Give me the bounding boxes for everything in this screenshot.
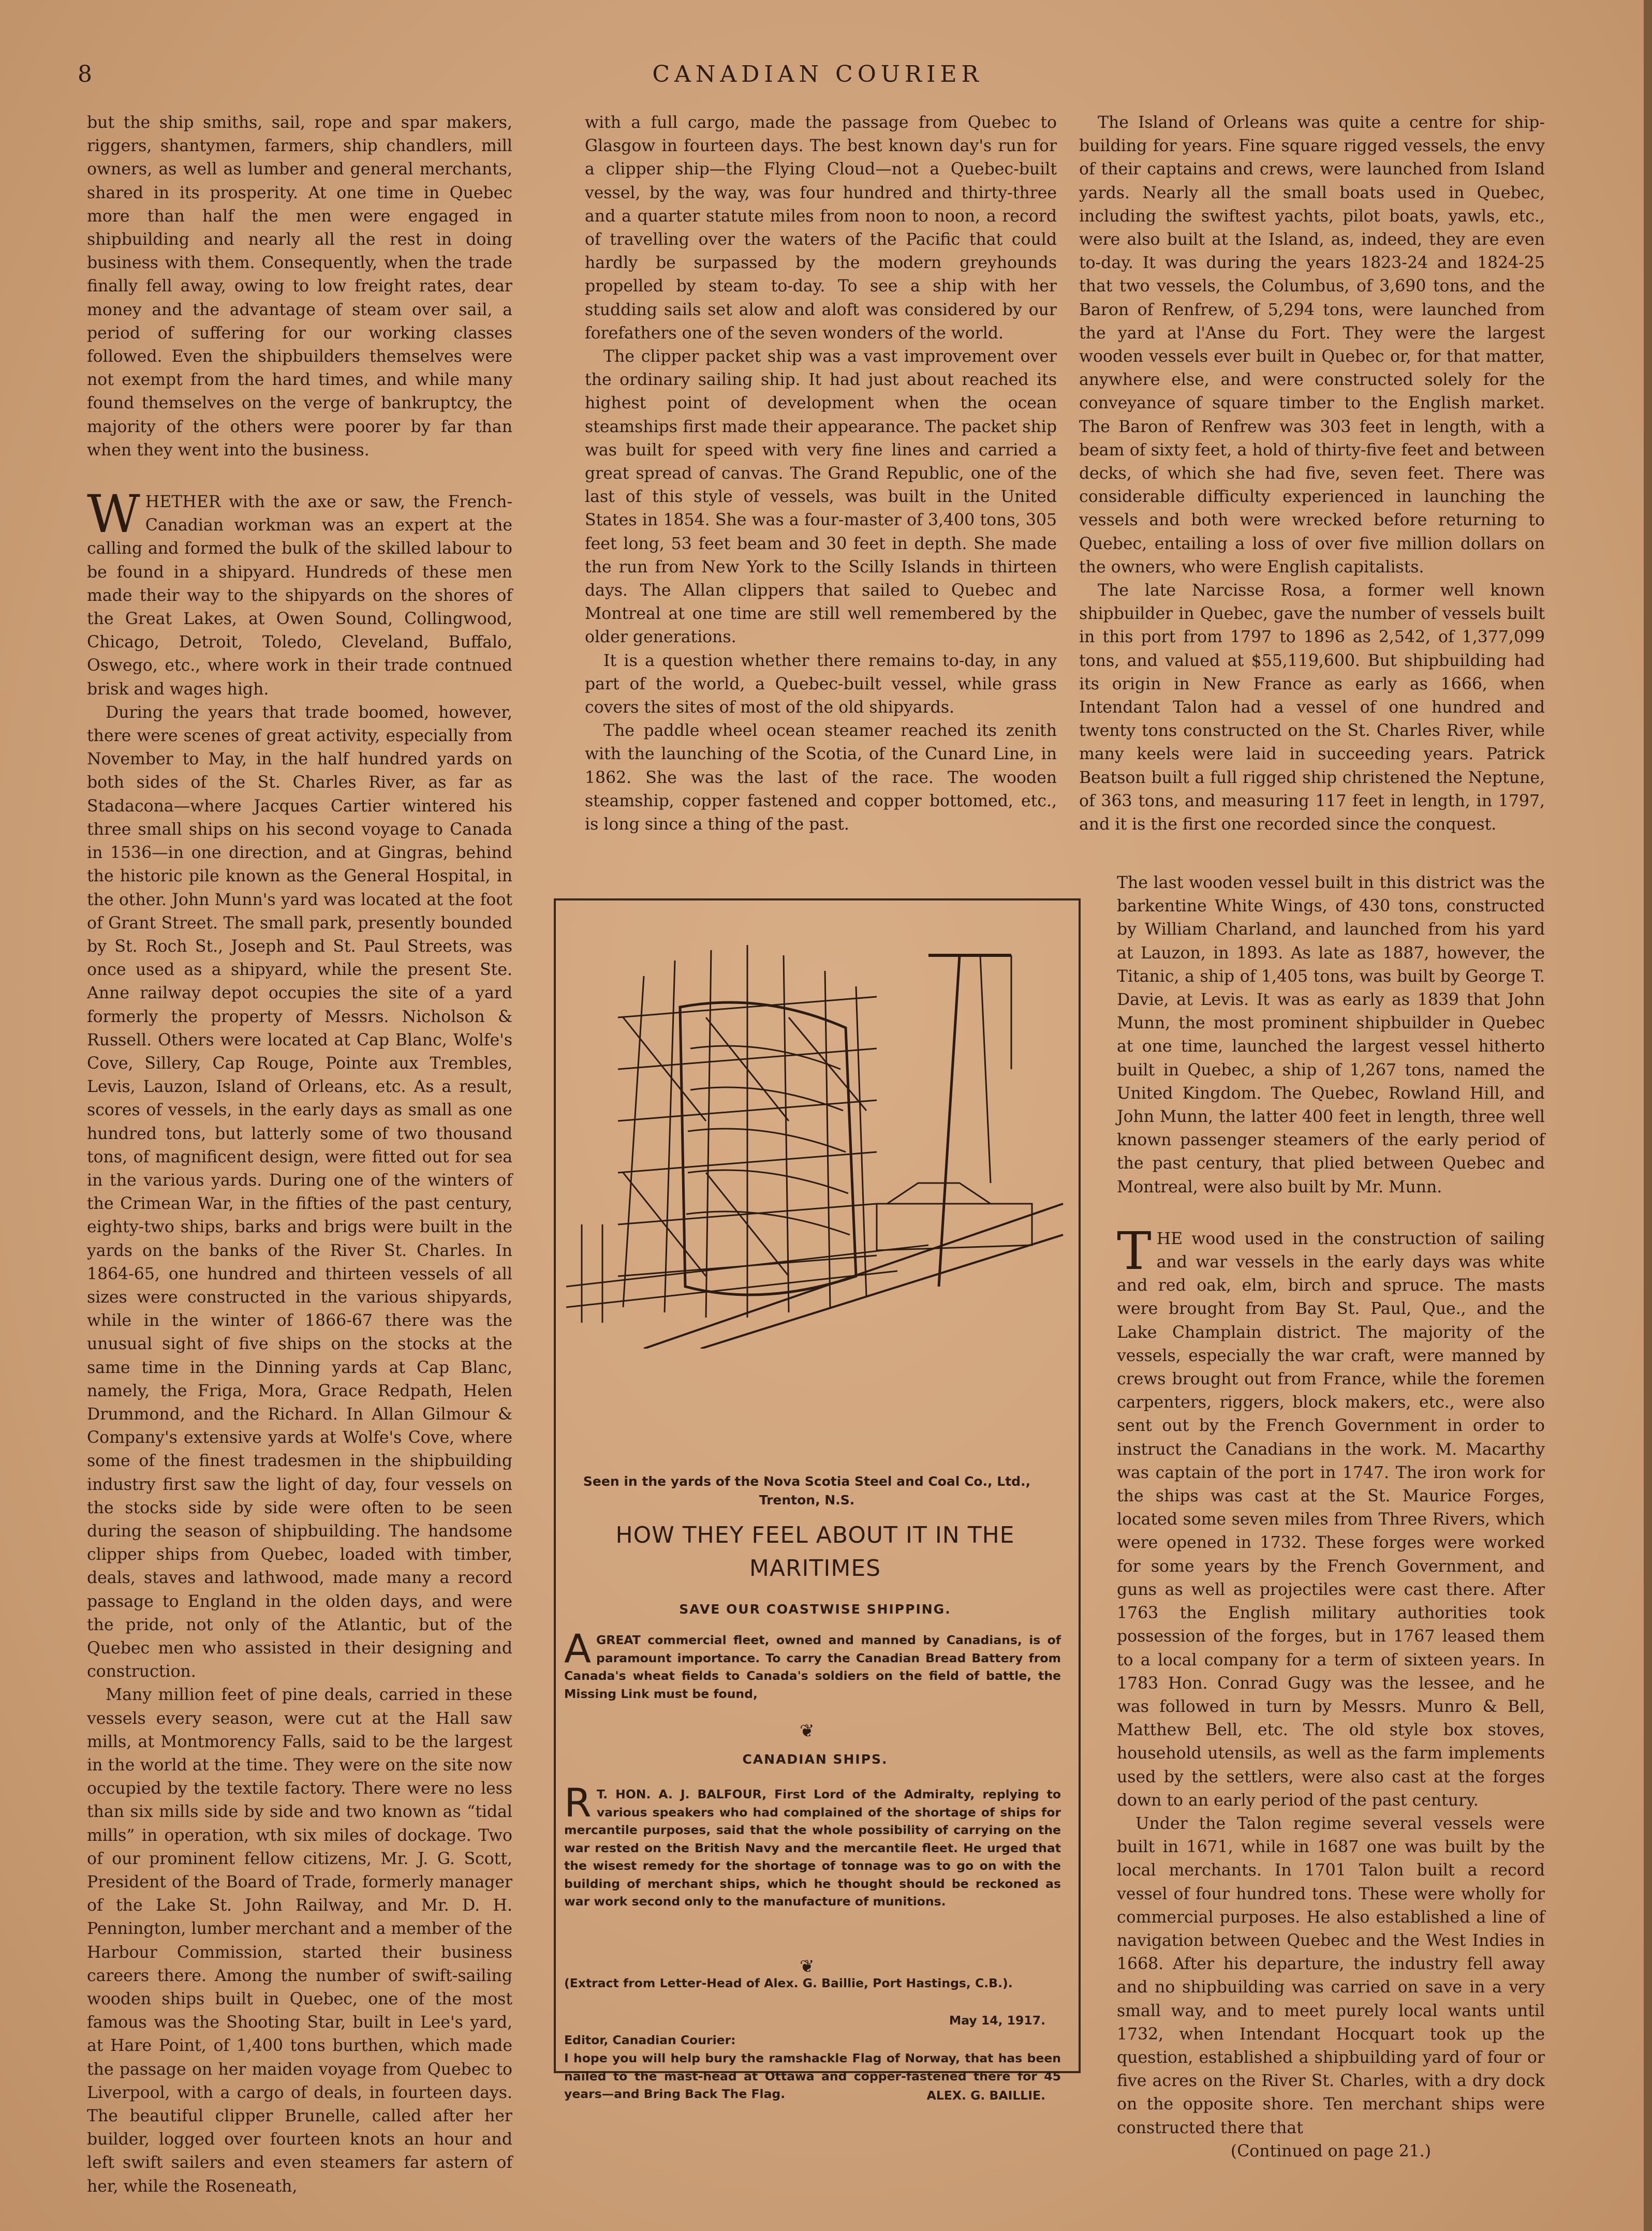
publication-title: CANADIAN COURIER: [652, 61, 983, 87]
letter-extract: (Extract from Letter-Head of Alex. G. Baillie, Port Hastings, C.B.).: [564, 1976, 1013, 1990]
page-edge: [1644, 0, 1652, 2231]
article-column-3-continued: [1117, 871, 1545, 2163]
drop-cap: W: [87, 484, 140, 545]
inset-paragraph-2: R T. HON. A. J. BALFOUR, First Lord of the Admiralty, replying to various speakers who had complained of the shortage of ships for mercantile purposes, said that the whole possibility of carrying on the war rested on the British Navy and the mercantile fleet. He urged that the wisest remedy for the shortage of tonnage was to go on with the building of merchant ships, which he thought should be reckoned as war work second only to the manufacture of munitions.: [564, 1780, 1061, 1909]
inset-subhead-2: CANADIAN SHIPS.: [742, 1752, 888, 1767]
paragraph: with a full cargo, made the passage from Quebec to Glasgow in fourteen days. The best known day's run for a clipper ship—the Flying Cloud—not a Quebec-built vessel, by the way, was four hundred and thirty-three and a quarter statute miles from noon to noon, a record of travelling over the waters of the Pacific that could hardly be surpassed by the modern greyhounds propelled by steam to-day. To see a ship with her studding sails set alow and aloft was considered by our forefathers one of the seven wonders of the world.: [585, 113, 1057, 343]
article-column-2: [585, 111, 1057, 836]
inset-subhead: SAVE OUR COASTWISE SHIPPING.: [679, 1602, 951, 1617]
illustration-caption: Seen in the yards of the Nova Scotia Steel and Coal Co., Ltd., Trenton, N.S.: [583, 1474, 1031, 1508]
paragraph: WHETHER with the axe or saw, the French-Canadian workman was an expert at the calling and formed the bulk of the skilled labour to be found in a shipyard. Hundreds of these men made their way to the shipyards on the shores of the Great Lakes, at Owen Sound, Collingwood, Chicago, Detroit, Toledo, Cleveland, Buffalo, Oswego, etc., where work in their trade contnued brisk and wages high.: [87, 484, 512, 699]
inset-headline: HOW THEY FEEL ABOUT IT IN THE MARITIMES: [615, 1522, 1015, 1582]
inset-paragraph: AGREAT commercial fleet, owned and manned by Canadians, is of paramount importance. To carry the Canadian Bread Battery from Canada's wheat fields to Canada's soldiers on the field of battle, the Missing Link must be found,: [564, 1626, 1061, 1701]
paragraph: Under the Talon regime several vessels were built in 1671, while in 1687 one was built by the local merchants. In 1701 Talon built a record vessel of four hundred tons. These were wholly for commercial purposes. He also established a line of navigation between Quebec and the West Indies in 1668. After his departure, the industry fell away and no shipbuilding was carried on save in a very small way, and to meet purely local wants until 1732, when Intendant Hocquart took up the question, established a shipbuilding yard of four or five acres on the River St. Charles, with a dry dock on the opposite shore. Ten merchant ships were constructed there that: [1117, 1814, 1545, 2137]
paragraph: Many million feet of pine deals, carried in these vessels every season, were cut at the Hall saw mills, at Montmorency Falls, said to be the largest in the world at the time. They were on the site now occupied by the textile factory. There were no less than six mills side by side and two known as “tidal mills” in operation, wth six miles of dockage. Two of our prominent fellow citizens, Mr. J. G. Scott, President of the Board of Trade, formerly manager of the Lake St. John Railway, and Mr. D. H. Pennington, lumber merchant and a member of the Harbour Commission, started their business careers there. Among the number of swift-sailing wooden ships built in Quebec, one of the most famous was the Shooting Star, built in Lee's yard, at Hare Point, of 1,400 tons burthen, which made the passage on her maiden voyage from Quebec to Liverpool, with a cargo of deals, in fourteen days. The beautiful clipper Brunelle, called after her builder, logged over fourteen knots an hour and left swift sailers and even steamers far astern of her, while the Roseneath,: [87, 1686, 512, 2196]
paragraph: It is a question whether there remains to-day, in any part of the world, a Quebec-built vessel, while grass covers the sites of most of the old shipyards.: [585, 651, 1057, 717]
paragraph: THE wood used in the construction of sailing and war vessels in the early days was white and red oak, elm, birch and spruce. The masts were brought from Bay St. Paul, Que., and the Lake Champlain district. The majority of the vessels, especially the war craft, were manned by crews brought out from France, while the foremen carpenters, riggers, block makers, etc., were also sent out by the French Government in order to instruct the Canadians in the work. M. Macarthy was captain of the port in 1747. The iron work for the ships was cast at the St. Maurice Forges, located some seven miles from Three Rivers, which were opened in 1732. These forges were worked for some years by the French Government, and guns as well as projectiles were cast there. After 1763 the English military authorities took possession of the forges, but in 1767 leased them to a local company for a term of sixteen years. In 1783 Hon. Conrad Gugy was the lessee, and he was followed in turn by Messrs. Munro & Bell, Matthew Bell, etc. The old style box stoves, household utensils, as well as the farm implements used by the settlers, were also cast at the forges down to an early period of the past century.: [1117, 1220, 1545, 1810]
paragraph: but the ship smiths, sail, rope and spar makers, riggers, shantymen, farmers, ship chandlers, mill owners, as well as lumber and general merchants, shared in its prosperity. At one time in Quebec more than half the men were engaged in shipbuilding and nearly all the rest in doing business with them. Consequently, when the trade finally fell away, owing to low freight rates, dear money and the advantage of steam over sail, a period of suffering for our working classes followed. Even the shipbuilders themselves were not exempt from the hard times, and while many found themselves on the verge of bankruptcy, the majority of the others were poorer by far than when they went into the business.: [87, 113, 512, 460]
letter-signature: ALEX. G. BAILLIE.: [926, 2088, 1045, 2103]
article-column-3: [1079, 111, 1545, 836]
page-header: [78, 61, 1558, 92]
paragraph: The Island of Orleans was quite a centre for ship-building for years. Fine square rigged vessels, the envy of their captains and crews, were launched from Island yards. Nearly all the small boats used in Quebec, including the swiftest yachts, pilot boats, yawls, etc., were also built at the Island, as, indeed, they are even to-day. It was during the years 1823-24 and 1824-25 that two vessels, the Columbus, of 3,690 tons, and the Baron of Renfrew, of 5,294 tons, were launched from the yard at l'Anse du Fort. They were the largest wooden vessels ever built in Quebec or, for that matter, anywhere else, and were constructed solely for the conveyance of square timber to the English market. The Baron of Renfrew was 303 feet in length, with a beam of sixty feet, a hold of thirty-five feet and between decks, of which she had five, seven feet. There was considerable difficulty experienced in launching the vessels and both were wrecked before returning to Quebec, entailing a loss of over five million dollars on the owners, who were English capitalists.: [1079, 113, 1545, 577]
letter-date: May 14, 1917.: [949, 2013, 1045, 2028]
shipyard-illustration: [566, 914, 1068, 1349]
page-number: 8: [78, 61, 92, 87]
ornament-icon: ❦: [800, 1721, 815, 1741]
letter-body: I hope you will help bury the ramshackle Flag of Norway, that has been nailed to the mast-head at Ottawa and copper-fastened there for 45 years—and Bring Back The Flag.: [564, 2051, 1061, 2101]
drop-cap: A: [564, 1626, 591, 1672]
continued-notice: (Continued on page 21.): [1230, 2141, 1432, 2161]
paragraph: The clipper packet ship was a vast improvement over the ordinary sailing ship. It had just about reached its highest point of development when the ocean steamships first made their appearance. The packet ship was built for speed with very fine lines and carried a great spread of canvas. The Grand Republic, one of the last of this style of vessels, was built in the United States in 1854. She was a four-master of 3,400 tons, 305 feet long, 53 feet beam and 30 feet in depth. She made the run from New York to the Scilly Islands in thirteen days. The Allan clippers that sailed to Quebec and Montreal at one time are still well remembered by the older generations.: [585, 347, 1057, 647]
drop-cap: R: [564, 1780, 592, 1826]
ornament-icon: ❦: [800, 1956, 815, 1977]
paragraph: The late Narcisse Rosa, a former well known shipbuilder in Quebec, gave the number of vessels built in this port from 1797 to 1896 as 2,542, of 1,377,099 tons, and valued at $55,119,600. But shipbuilding had its origin in New France as early as 1666, when Intendant Talon had a vessel of one hundred and twenty tons constructed on the St. Charles River, while many keels were laid in succeeding years. Patrick Beatson built a full rigged ship christened the Neptune, of 363 tons, and measuring 117 feet in length, in 1797, and it is the first one recorded since the conquest.: [1079, 581, 1545, 834]
drop-cap: T: [1117, 1220, 1152, 1281]
paragraph: The last wooden vessel built in this district was the barkentine White Wings, of 430 tons, constructed by William Charland, and launched from his yard at Lauzon, in 1893. As late as 1887, however, the Titanic, a ship of 1,405 tons, was built by George T. Davie, at Levis. It was as early as 1839 that John Munn, the most prominent shipbuilder in Quebec at one time, launched the largest vessel hitherto built in Quebec, a ship of 1,267 tons, named the United Kingdom. The Quebec, Rowland Hill, and John Munn, the latter 400 feet in length, three well known passenger steamers of the early period of the past century, that plied between Quebec and Montreal, were also built by Mr. Munn.: [1117, 874, 1545, 1196]
letter-salutation: Editor, Canadian Courier:: [564, 2033, 736, 2047]
paragraph: During the years that trade boomed, however, there were scenes of great activity, especially from November to May, in the half hundred yards on both sides of the St. Charles River, as far as Stadacona—where Jacques Cartier wintered his three small ships on his second voyage to Canada in 1536—in one direction, and at Gingras, behind the historic pile known as the General Hospital, in the other. John Munn's yard was located at the foot of Grant Street. The small park, presently bounded by St. Roch St., Joseph and St. Paul Streets, was once used as a shipyard, while the present Ste. Anne railway depot occupies the site of a yard formerly the property of Messrs. Nicholson & Russell. Others were located at Cap Blanc, Wolfe's Cove, Sillery, Cap Rouge, Pointe aux Trembles, Levis, Lauzon, Island of Orleans, etc. As a result, scores of vessels, in the early days as small as one hundred tons, but latterly some of two thousand tons, of magnificent design, were fitted out for sea in the various yards. During one of the winters of the Crimean War, in the fifties of the past century, eighty-two ships, barks and brigs were built in the yards on the banks of the River St. Charles. In 1864-65, one hundred and thirteen vessels of all sizes were constructed in the various shipyards, while in the winter of 1866-67 there was the unusual sight of five ships on the stocks at the same time in the Dinning yards at Cap Blanc, namely, the Friga, Mora, Grace Redpath, Helen Drummond, and the Richard. In Allan Gilmour & Company's extensive yards at Wolfe's Cove, where some of the finest tradesmen in the shipbuilding industry first saw the light of day, four vessels on the stocks side by side were often to be seen during the season of shipbuilding. The handsome clipper ships from Quebec, loaded with timber, deals, staves and lathwood, made many a record passage to England in the olden days, and were the pride, not only of the Atlantic, but of the Quebec men who assisted in their designing and construction.: [87, 703, 512, 1681]
paragraph: The paddle wheel ocean steamer reached its zenith with the launching of the Scotia, of the Cunard Line, in 1862. She was the last of the race. The wooden steamship, copper fastened and copper bottomed, etc., is long since a thing of the past.: [585, 721, 1057, 834]
article-column-1: [87, 111, 512, 2198]
